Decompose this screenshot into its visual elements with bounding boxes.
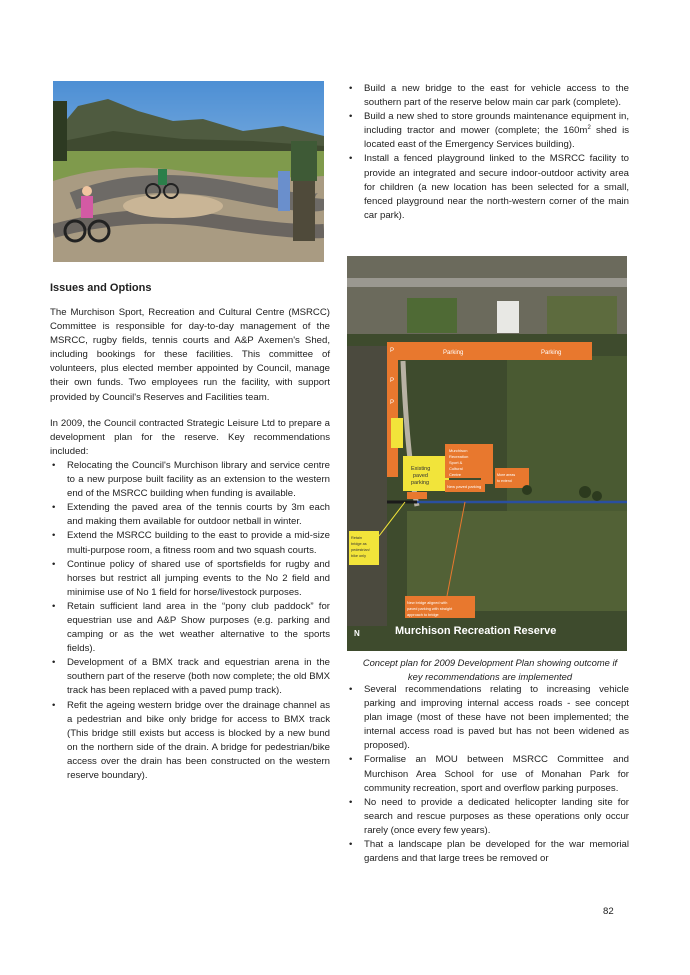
section-heading: Issues and Options — [50, 282, 152, 294]
svg-text:paved parking with straight: paved parking with straight — [407, 607, 453, 611]
map-parking-label-2: Parking — [541, 350, 562, 356]
svg-text:Recreation: Recreation — [449, 454, 469, 459]
list-item: • Install a fenced playground linked to the MSRCC facility to provide an integrated and secure indoor-outdoor activity area for children (a new location has been selected for a small, fenced playground near the north-western corner of the main car park). — [347, 152, 629, 222]
north-arrow-icon: N — [354, 629, 360, 638]
left-column — [50, 306, 330, 783]
list-item: • Development of a BMX track and equestrian arena in the southern part of the reserve (both now complete; the old BMX track has been replaced with a paved pump track). — [50, 656, 330, 698]
svg-text:Centre: Centre — [449, 472, 462, 477]
list-item: • Retain sufficient land area in the “pony club paddock” for equestrian use and A&P Show purposes (e.g. parking and camping or as the wet weather alternative to the sports fields). — [50, 600, 330, 656]
list-item: • Refit the ageing western bridge over the drainage channel as a pedestrian and bike only bridge for access to BMX track (This bridge still exists but access is blocked by a new bund on the northern side of the drain. A bridge for pedestrian/bike access over the drain has been constructed on the western reserve boundary). — [50, 699, 330, 784]
list-item: • Extending the paved area of the tennis courts by 3m each and making them available for outdoor netball in winter. — [50, 501, 330, 529]
map-new-paved-label: New paved parking — [447, 484, 482, 489]
map-retain-bridge-label: Retain — [351, 536, 362, 540]
svg-text:approach to bridge: approach to bridge — [407, 613, 439, 617]
paragraph-msrcc: The Murchison Sport, Recreation and Cultural Centre (MSRCC) Committee is responsible for day-to-day management of the MSRCC, rugby fields, tennis courts and A&P Axemen's Shed, including bookings for these facilities. This committee of volunteers, plus elected member appointed by Council, manage their own funds. Two employees run the facility, with support provided by Council's Reserves and Facilities team. — [50, 307, 330, 403]
map-title: Murchison Recreation Reserve — [395, 625, 557, 637]
svg-text:bridge as: bridge as — [351, 542, 367, 546]
list-item: • That a landscape plan be developed for the war memorial gardens and that large trees be removed or — [347, 838, 629, 866]
map-p-label: P — [390, 348, 395, 354]
page-number: 82 — [603, 906, 614, 917]
svg-text:Sport &: Sport & — [449, 460, 463, 465]
svg-text:to extend: to extend — [497, 479, 512, 483]
svg-text:pedestrian/: pedestrian/ — [351, 548, 370, 552]
map-new-bridge-label: New bridge aligned with — [407, 601, 448, 605]
map-p-label: P — [390, 378, 395, 384]
concept-plan-map — [347, 256, 627, 651]
map-existing-paved-label: Existing — [411, 466, 431, 472]
pump-track-photo — [53, 81, 324, 262]
right-column-bottom — [347, 683, 629, 866]
map-parking-label-1: Parking — [443, 350, 464, 356]
list-item: • Build a new shed to store grounds maintenance equipment in, including tractor and mower (complete; the $160m^2$ shed is located east of the Emergency Services building). — [347, 110, 629, 152]
right-column-top — [347, 82, 629, 223]
svg-text:paved: paved — [413, 473, 428, 479]
list-item: • Relocating the Council's Murchison library and service centre to a new purpose built facility as an extension to the western end of the MSRCC building when funding is available. — [50, 459, 330, 501]
right-top-bullet-list — [347, 82, 629, 223]
svg-text:Cultural: Cultural — [449, 466, 463, 471]
map-caption: Concept plan for 2009 Development Plan showing outcome if key recommendations are implemented — [362, 657, 618, 682]
list-item: • Extend the MSRCC building to the east to provide a mid-size multi-purpose room, a fitness room and two squash courts. — [50, 529, 330, 557]
list-item: • No need to provide a dedicated helicopter landing site for search and rescue purposes as these operations only occur rarely (once every few years). — [347, 796, 629, 838]
list-item: • Build a new bridge to the east for vehicle access to the southern part of the reserve below main car park (complete). — [347, 82, 629, 110]
map-more-areas-label: More areas — [497, 473, 516, 477]
svg-text:bike only: bike only — [351, 554, 366, 558]
paragraph-2009-plan: In 2009, the Council contracted Strategic Leisure Ltd to prepare a development plan for the reserve. Key recommendations included: — [50, 417, 330, 457]
map-msrcc-label: Murchison — [449, 448, 468, 453]
svg-text:parking: parking — [411, 480, 430, 486]
map-p-label: P — [390, 400, 395, 406]
right-bottom-bullet-list — [347, 683, 629, 866]
list-item: • Several recommendations relating to increasing vehicle parking and improving internal access roads - see concept plan image (most of these have not been implemented; the internal access road is paved but has not been widened as proposed). — [347, 683, 629, 753]
left-bullet-list — [50, 459, 330, 783]
list-item: • Formalise an MOU between MSRCC Committee and Murchison Area School for use of Monahan Park for community recreation, sport and overflow parking purposes. — [347, 753, 629, 795]
list-item: • Continue policy of shared use of sportsfields for rugby and horses but restrict all jumping events to the No 2 field and minimise use of No 1 field for horse/livestock purposes. — [50, 558, 330, 600]
